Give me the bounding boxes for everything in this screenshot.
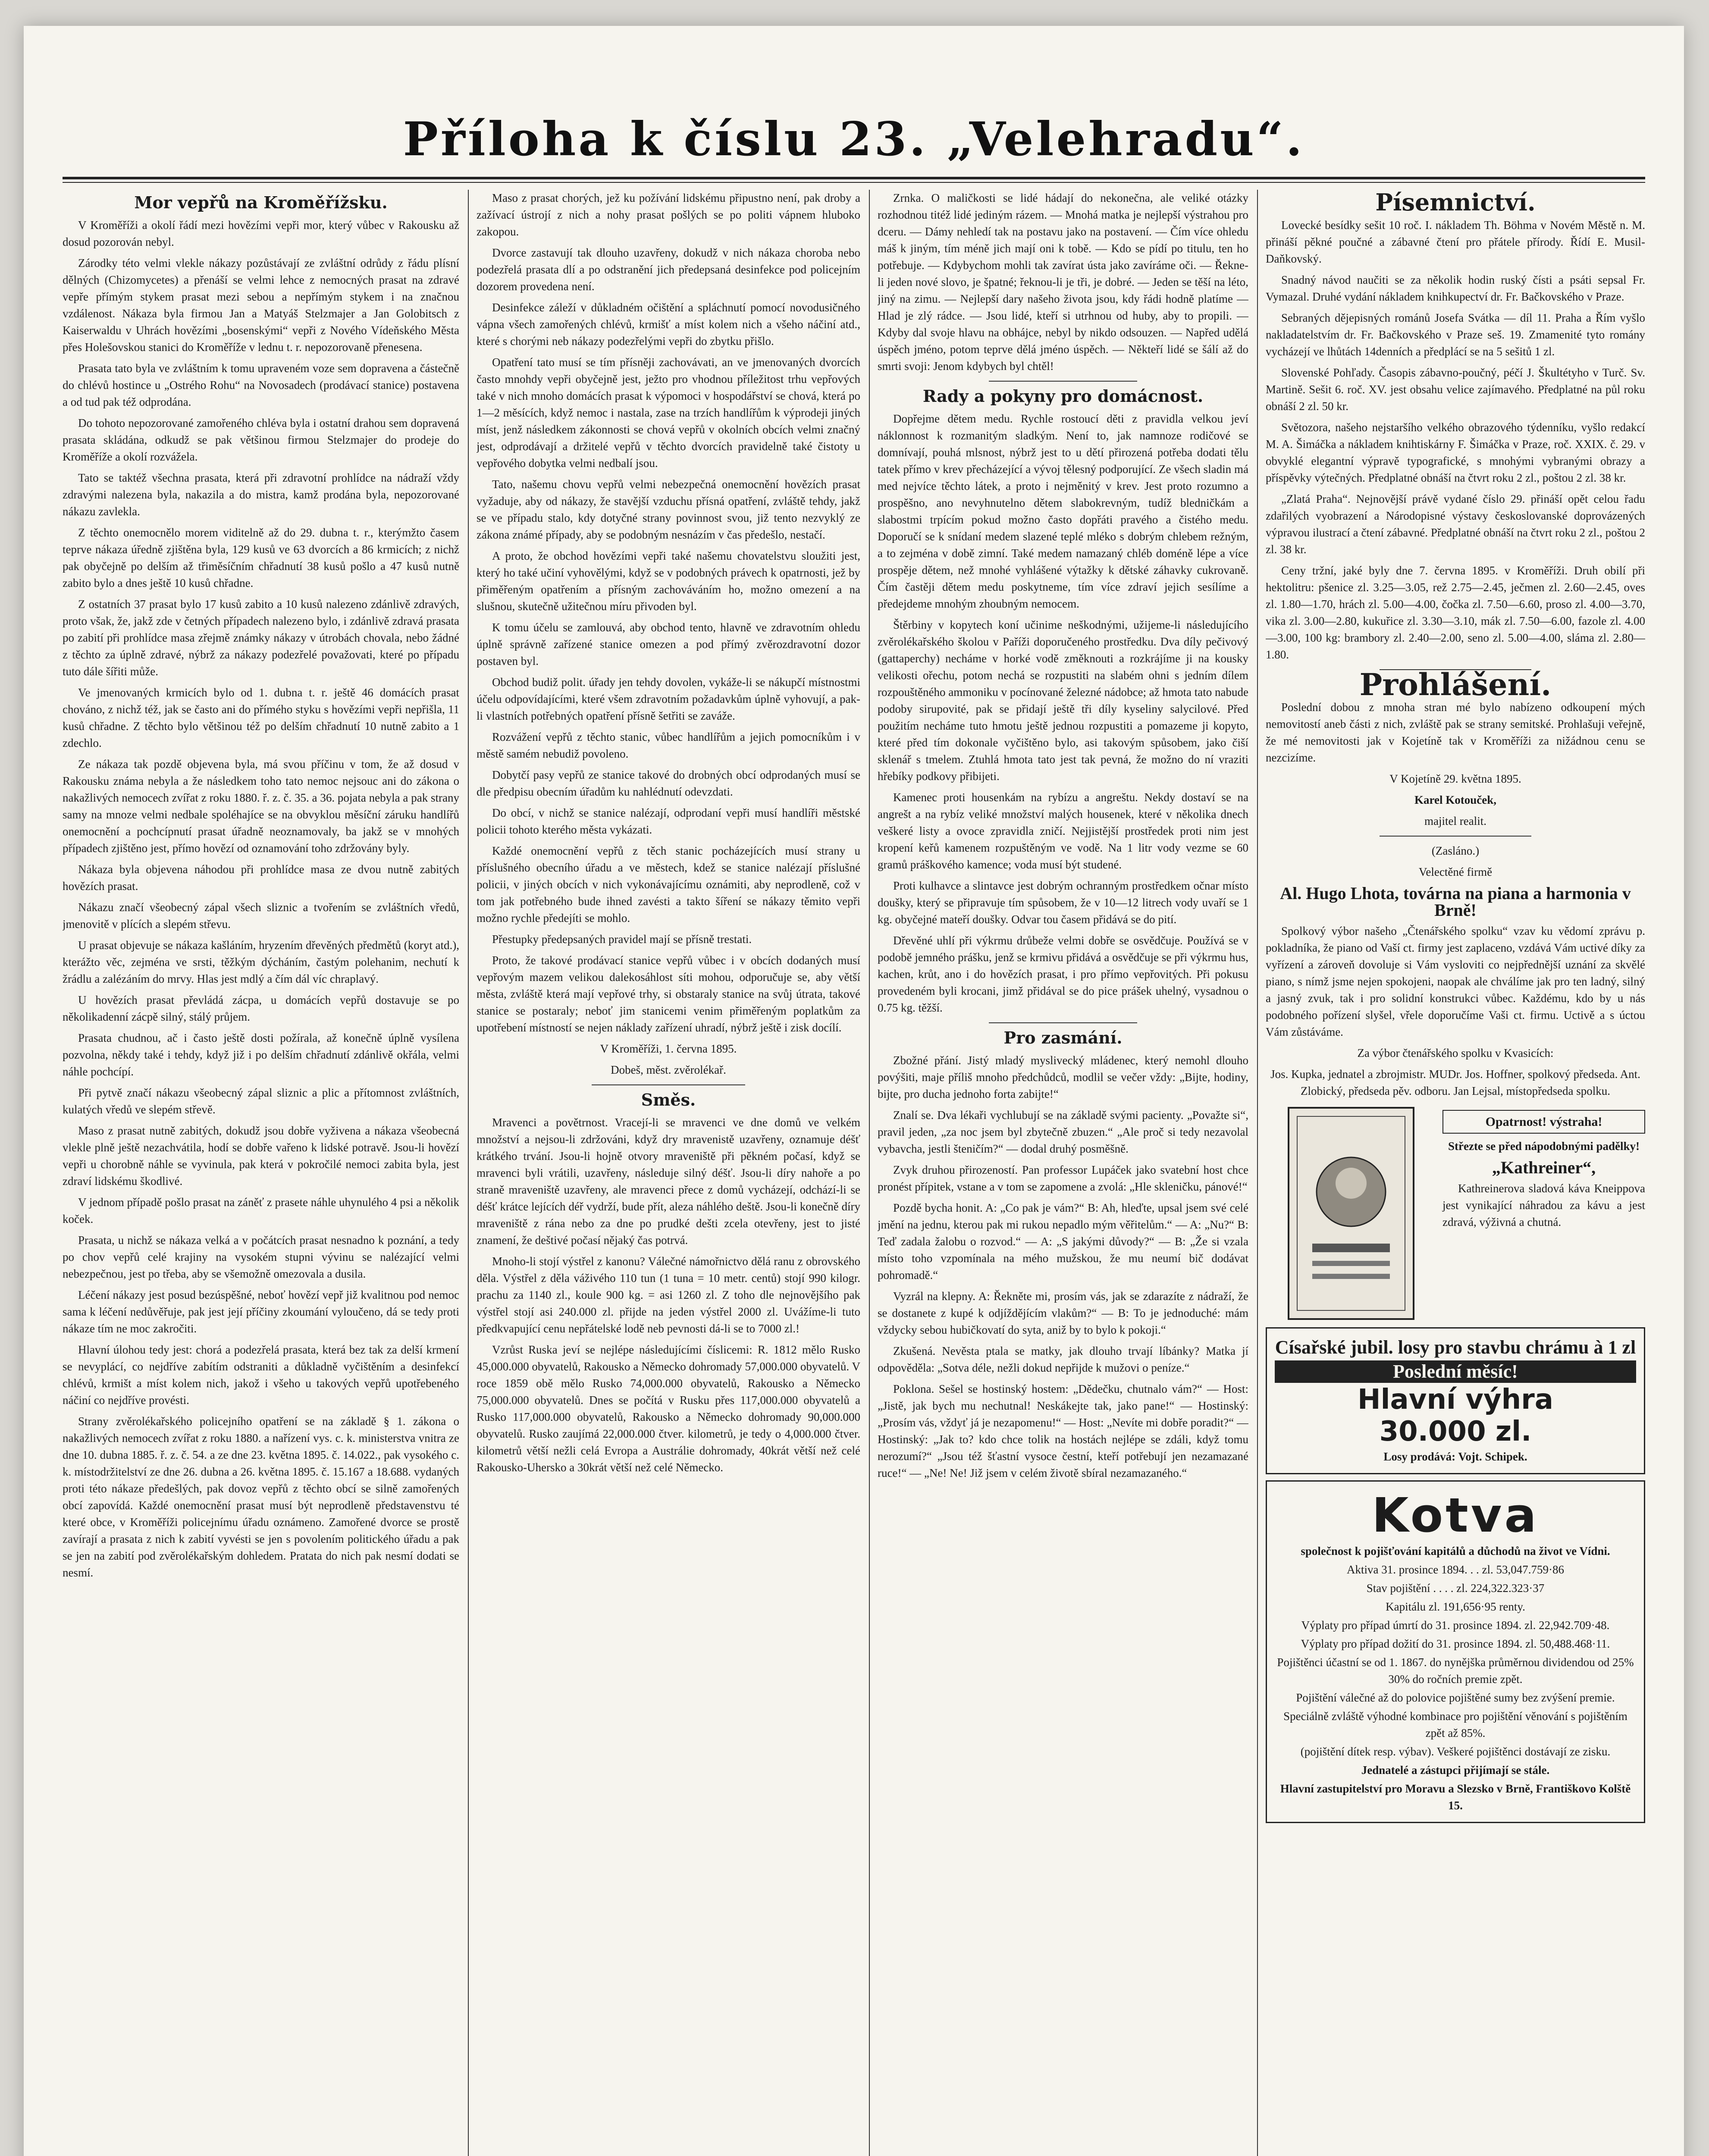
article-body — [63, 217, 459, 1581]
paragraph: V Kroměříži a okolí řádí mezi hovězími vepři mor, který vůbec v Rakousku až dosud pozorován nebyl. — [63, 219, 459, 248]
kotva-agents: Jednatelé a zástupci přijímají se stále. — [1361, 1764, 1550, 1777]
kotva-address: Hlavní zastupitelství pro Moravu a Slezsko v Brně, Františkovo Kolště 15. — [1280, 1782, 1631, 1812]
paragraph: Z ostatních 37 prasat bylo 17 kusů zabito a 10 kusů nalezeno zdánlivě zdravých, proto však, že, jakž zde v četných případech nalezeno bylo, i zdánlivě zdravá prasata po zabití při prohlídce masa zřejmě známky nákazy v útrobách chovala, nebo žádné z těchto za úplně zdravé, nýbrž za nákazy podezřelé považovati, které po případu tuto dále šířiti může. — [63, 598, 459, 678]
lhota-sign: Za výbor čtenářského spolku v Kvasicích: — [1357, 1047, 1554, 1059]
column-3 — [878, 190, 1248, 2156]
paragraph: Světozora, našeho nejstaršího velkého obrazového týdenníku, vyšlo redakcí M. A. Šimáčka a nákladem knihtiskárny F. Šimáčka v Praze, roč. XXIX. č. 29. v obvyklé elegantní výpravě typografické, s mnohými vybranými obrazy a příspěvky výtečných. Předplatné obnáší na čtvrt roku 2 zl., poštou 2 zl. 38 kr. — [1266, 421, 1645, 484]
lottery-ad — [1266, 1327, 1645, 1474]
paragraph: Slovenské Pohľady. Časopis zábavno-poučný, péčí J. Škultétyho v Turč. Sv. Martině. Sešit 6. roč. XV. jest obsahu velice zajímavého. Předplatné na půl roku obnáší 2 zl. 50 kr. — [1266, 366, 1645, 413]
paragraph: Ze nákaza tak pozdě objevena byla, má svou příčinu v tom, že až dosud v Rakousku známa nebyla a že následkem toho tato nemoc nejsouc ani do zákona o nakažlivých nemocech zvířat z roku 1880. ř. z. č. 35. a 36. pojata nebyla a pak strany samy na mnoze velmi nedbale spoléhajíce se na obvyklou měsíční záruku handlířů onemocnění a pochcípnutí prasat úřadně neoznamovaly, ba jakž se v mnohých případech zjištěno jest, přímo hovězí od oznamování toho zdržovány byly. — [63, 758, 459, 855]
paragraph: Maso z prasat nutně zabitých, dokudž jsou dobře vyživena a nákaza všeobecná vlekle plně ještě nezachvátila, hodí se dobře vařeno k lidské potravě. Jsou-li hovězí vepři u chorobně náhle se vyvinula, pak která v pokročilé nemoci zabita byla, jest zdraví lidskému škodlivé. — [63, 1124, 459, 1188]
article-body — [477, 190, 860, 1036]
kotva-name: Kotva — [1372, 1488, 1539, 1543]
lhota-names: Jos. Kupka, jednatel a zbrojmistr. MUDr. Jos. Hoffner, spolkový předseda. Ant. Zlobický, předseda pěv. odboru. Jan Lejsal, místopředseda spolku. — [1270, 1068, 1640, 1097]
column-separator — [468, 190, 469, 2156]
paragraph: Zkušená. Nevěsta ptala se matky, jak dlouho trvají líbánky? Matka jí odpověděla: „Sotva déle, nežli dokud nepřijde k mužovi o peníze.“ — [878, 1344, 1248, 1374]
paragraph: Vzrůst Ruska jeví se nejlépe následujícími číslicemi: R. 1812 mělo Rusko 45,000.000 obyvatelů, Rakousko a Německo dohromady 57,000.000 obyvatelů. V roce 1859 obě mělo Rusko 74,000.000 obyvatelů, Rakousko a Německo 75,000.000 obyvatelů. Dnes se počítá v Rusku přes 117,000.000 obyvatelů a Rusko 117,000.000 obyvatelů, Rakousko a Německo dohromady 90,000.000 obyvatelů. Rusko zaujímá 22,000.000 čtver. kilometrů, je tedy o 4,000.000 čtver. kilometrů větší nežli celá Evropa a Austrálie dohromady, 40krát větší než celé Rakousko-Uhersko a 30krát větší než celé Německo. — [477, 1343, 860, 1474]
paragraph: Prasata, u nichž se nákaza velká a v počátcích prasat nesnadno k poznání, a tedy po chov vepřů celé krajiny na vysokém stupni vývinu se nalézající velmi nebezpečnou, jest po třeba, aby se všemožně omezovala a dusila. — [63, 1234, 459, 1280]
column-separator — [1257, 190, 1258, 2156]
paragraph: Lovecké besídky sešit 10 roč. I. nákladem Th. Böhma v Novém Městě n. M. přináší pěkné poučné a zábavné čtení pro přátele přírody. Řídí E. Musil-Daňkovský. — [1266, 219, 1645, 265]
kathreiner-text — [1442, 1106, 1645, 1321]
paragraph: Tato, našemu chovu vepřů velmi nebezpečná onemocnění hovězích prasat vyžaduje, aby od nákazy, že stavější vzduchu přísná opatření, zvláště tehdy, jakž se ve případu stalo, kdy dotyčné strany povinnost svou, již tento nezvyklý ze zákona známé případy, aby se podobným nesnázím v čas předešlo, nestačí. — [477, 478, 860, 541]
market-prices: Ceny tržní, jaké byly dne 7. června 1895. v Kroměříži. Druh obilí při hektolitru: pšenice zl. 3.25—3.05, rež 2.75—2.45, ječmen zl. 2.60—2.45, oves zl. 1.80—1.70, hrách zl. 5.00—4.00, čočka zl. 7.50—6.60, proso zl. 4.00—3.70, vika zl. 3.00—2.80, kukuřice zl. 3.30—3.10, mák zl. 7.50—6.00, fazole zl. 4.00—3.00, 100 kg: brambory zl. 2.40—2.00, seno zl. 5.00—4.00, sláma zl. 2.80—1.80. — [1266, 564, 1645, 661]
lhota-text: Spolkový výbor našeho „Čtenářského spolku“ vzav ku vědomí zprávu p. pokladníka, že piano od Vaší ct. firmy jest zaplaceno, vzdává Vám uctivé díky za vyřízení a zároveň dovoluje si Vám vysloviti co nejpřednější uznání za skvělé piano, s nímž jsme nejen spokojeni, naopak ale chválíme jak pro ten ladný, silný a jasný zvuk, tak i pro solidní konstrukci vůbec. Každému, kdo by u nás podobného pořízení slyšel, vřele doporučíme Vaši ct. firmu. Uctivě a s úctou Vám zůstáváme. — [1266, 924, 1645, 1038]
paragraph: Zvyk druhou přirozeností. Pan professor Lupáček jako svatební host chce pronést přípitek, vstane a v tom se zapomene a zvolá: „Hle skleničku, pánové!“ — [878, 1163, 1248, 1193]
newspaper-page — [24, 26, 1684, 2156]
paragraph: A proto, že obchod hovězími vepři také našemu chovatelstvu sloužiti jest, který ho také učiní vyhovělými, když se v podobných právech k opatrnosti, jež by přiměřeným opatřením a přísným zachováváním ho, možno omezení a na slušnou, skutečně užitečnou míru přivoden byl. — [477, 549, 860, 613]
column-separator — [869, 190, 870, 2156]
paragraph: Hlavní úlohou tedy jest: chorá a podezřelá prasata, která bez tak za delší krmení se nevyplácí, co nejdříve zabítím odstraniti a důkladně vyčištěním a desinfekcí chlévů, krmišt a míst kolem nich, jakož i všeho u takových vepřů upotřebeného náčiní co nejdříve provésti. — [63, 1343, 459, 1407]
article-title: Mor vepřů na Kroměřížsku. — [134, 193, 388, 212]
kotva-line: Kapitálu zl. 191,656·95 renty. — [1386, 1600, 1525, 1613]
column-1 — [63, 190, 459, 2156]
paragraph: Nákazu značí všeobecný zápal všech slizniс a tvořením se zvláštních vředů, jmenovitě v plících a slepém střevu. — [63, 901, 459, 931]
paragraph: Dvorce zastavují tak dlouho uzavřeny, dokudž v nich nákaza choroba nebo podezřelá prasata dlí a po odstranění jich předepsaná desinfekce pod policejním dozorem provedena není. — [477, 246, 860, 293]
paragraph: Zbožné přání. Jistý mladý myslivecký mládenec, který nemohl dlouho povýšiti, maje příliš mnoho předchůdců, modlil se večer vždy: „Bijte, hodiny, bijte, pro ducha jednoho forta zabijte!“ — [878, 1054, 1248, 1100]
paragraph: Dopřejme dětem medu. Rychle rostoucí děti z pravidla velkou jeví náklonnost k rozmanitým sladkým. Není to, jak namnoze rodičové se domnívají, pouhá mlsnost, nýbrž jest to u dětí přirozená potřeba dodati tělu tatek přímo v krev přecházející a vývoj tělesný podporující. Ze všech sladin má med nejvíce těchto látek, a proto i nejměnitý v krev. Jest proto rozumno a prospěšno, ano nevyhnutelno dětem slabokrevným, tudíž bledničkám a slabostmi trpícím pokud možno často dopřáti pravého a čistého medu. Doporučí se k snídaní medem slazené teplé mléko s dobrým chlebem režným, a to zejména v době zimní. Také medem namazaný chléb doméně lépe a více prospěje dětem, než mnohé vyhlášené výtažky k dětské záhavky cukrovaně. Čím častěji dětem medu poskytneme, tím více zdraví jejich sesílíme a předejdeme mnohým zhoubným nemocem. — [878, 412, 1248, 610]
lhota-firm: Al. Hugo Lhota, továrna na piana a harmonia v Brně! — [1280, 884, 1631, 920]
paragraph: Desinfekce záleží v důkladném očištění a spláchnutí pomocí novodusičného vápna všech zamořených chlévů, krmišť a míst kolem nich a všeho náčiní atd., které s chorými neb nákazy podezřelými vepři do zbytku přišlo. — [477, 301, 860, 348]
lottery-month: Poslední měsíc! — [1275, 1360, 1636, 1383]
lottery-main: Hlavní výhra — [1358, 1384, 1553, 1416]
divider — [592, 1084, 745, 1085]
paragraph: Léčení nákazy jest posud bezúspěšné, neboť hovězí vepř již kvalitnou pod nemoc sama k léčení nedůvěřuje, pak jest její příčiny zkoumání vyloučeno, dá se tedy proti nákaze tím ne moc zakročiti. — [63, 1288, 459, 1335]
masthead-rule-thin — [63, 182, 1645, 183]
divider — [989, 1022, 1137, 1023]
divider — [1380, 836, 1531, 837]
declaration-date: V Kojetíně 29. května 1895. — [1389, 772, 1521, 785]
paragraph: Maso z prasat chorých, jež ku požívání lidskému připustno není, pak droby a zažívací ústrojí z nich a nohy prasat pošlých se po politi vápnem hluboko zakopou. — [477, 191, 860, 238]
paragraph: Do obcí, v nichž se stanice nalézají, odprodaní vepři musí handlíři městské policii tohoto kterého města vykázati. — [477, 806, 860, 836]
paragraph: Snadný návod naučiti se za několik hodin ruský čísti a psáti sepsal Fr. Vymazal. Druhé vydání nákladem knihkupectví dr. Fr. Bačkovského v Praze. — [1266, 273, 1645, 303]
lottery-title: Císařské jubil. losy pro stavbu chrámu à 1 zl — [1275, 1337, 1636, 1358]
paragraph: Při pytvě značí nákazu všeobecný zápal sliznic a plic a přítomnost zvláštních, kulatých vředů ve slepém střevě. — [63, 1086, 459, 1116]
kotva-line: Pojištění válečné až do polovice pojištěné sumy bez zvýšení premie. — [1296, 1691, 1615, 1704]
sent-head: Velectěné firmě — [1418, 865, 1493, 878]
paragraph: Z těchto onemocnělo morem viditelně až do 29. dubna t. r., kterýmžto časem teprve nákaza úředně zjištěna byla, 129 kusů ve 63 dvorcích a 86 krmicích; z nichž pak obyčejně po delším až třiměsíčním chřadnutí 38 kusů pošlo a 47 kusů nutně zabito bylo a dnes ještě 10 kusů chřadne. — [63, 526, 459, 589]
paragraph: Strany zvěrolékařského policejního opatření se na základě § 1. zákona o nakažlivých nemocech zvířat z roku 1880. a nařízení vys. c. k. ministerstva vnitra ze dne 10. dubna 1885. ř. z. č. 54. a ze dne 23. května 1895. č. 14.022., pak vysokého c. k. místodržitelství ze dne 26. dubna a 26. května 1895. č. 15.167 a 18.688. vydaných proti této nákaze předešlých, pak dovoz vepřů z těchto obcí se silně zamořených obcí zapovídá. Každé onemocnění prasat musí být neprodleně představenstvu té které obce, v Kroměříži policejnímu úřadu oznámeno. Zamořené dvorce se prostě zavírají a prasata z nich k zabití vyvésti se jen s povolením politického úřadu a pak se jen na zabití pod zvěrolékařským dohledem. Pratata do nich pak nesmí dodati se nesmí. — [63, 1415, 459, 1579]
article-body — [878, 190, 1248, 375]
paragraph: Zrnka. O maličkosti se lidé hádají do nekonečna, ale veliké otázky rozhodnou titéž lidé jediným rázem. — Mnohá matka je nejlepší výstrahou pro dceru. — Dámy nehledí tak na postavu jako na postavení. — Čím více ohledu máš k jiným, tím méně jich mají oni k tobě. — Kdo se pídí po titulu, ten ho potřebuje. — Kdybychom mohli tak zavírat ústa jako zavíráme oči. — Řekne-li jeden nové slovo, je špatné; řeknou-li je tři, je dobré. — Jeden se těší na léto, jiný na zimu. — Nejlepší dary našeho života jsou, kdy řádi hodně platíme — Hlad je zlý rádce. — Jsou lidé, kteří si utrhnou od huby, aby to propili. — Kdyby dal svoje hlavu na obhájce, nebyl by nikdo odsouzen. — Napřed udělá úspěch jméno, potom teprve dělá jméno úspěch. — Někteří lidé se šálí až do smrti svoji: Jenom kdybych byl chtěl! — [878, 191, 1248, 373]
kathreiner-warning: Opatrnost! výstraha! — [1442, 1110, 1645, 1134]
column-4 — [1266, 190, 1645, 2156]
paragraph: Vyzrál na klepny. A: Řekněte mi, prosím vás, jak se zdarazíte z nádraží, že se dostanete z kupé k odjíždějícím vlakům?“ — B: To je jednoduché: mám vždycky sebou hubičkovatí do syta, aniž by to bylo k pokoji.“ — [878, 1290, 1248, 1336]
paragraph: K tomu účelu se zamlouvá, aby obchod tento, hlavně ve zdravotním ohledu úplně správně zařízené stanice omezen a pod přímý zvěrozdravotní dozor postaven byl. — [477, 621, 860, 667]
paragraph: Přestupky předepsaných pravidel mají se přísně trestati. — [492, 933, 752, 946]
advice-body — [878, 411, 1248, 1016]
kotva-line: Výplaty pro případ úmrtí do 31. prosince 1894. zl. 22,942.709·48. — [1301, 1619, 1610, 1632]
column-2 — [477, 190, 860, 2156]
paragraph: Prasata chudnou, ač i často ještě dosti požírala, až konečně úplně vysílena pozvolna, někdy také i tehdy, když již i po delším chřadnutí zdánlivě okřála, velmi náhle pochcípí. — [63, 1031, 459, 1078]
section-title: Pro zasmání. — [1003, 1028, 1123, 1047]
kathreiner-ad — [1266, 1106, 1645, 1321]
masthead — [24, 112, 1684, 177]
paragraph: Kamenec proti housenkám na rybízu a angreštu. Nekdy dostaví se na angrešt a na rybíz veliké množství malých housenek, které v několika dnech veškeré listy a ovoce zpravidla zničí. Nejjistější prostředek proti nim jest kropení keřů kamenem rozpuštěným ve vodě. Na 1 litr vody vezme se 60 gramů práškového kamence; voda musí být studené. — [878, 791, 1248, 871]
kotva-line: Výplaty pro případ dožití do 31. prosince 1894. zl. 50,488.468·11. — [1301, 1637, 1610, 1650]
declaration-role: majitel realit. — [1424, 815, 1486, 827]
paragraph: Mravenci a povětrnost. Vracejí-li se mravenci ve dne domů ve velkém množství a nejsou-li zdržováni, když dry mravenistě uzavřeny, oznamuje déšť krátkého trvání. Jsou-li hojně otvory mraveniště při pěkném počasí, když se mravenci byli vrátili, uzavřeny, následuje silný déšť. Jsou-li díry nahoře a po straně mraveniště uzavřeny, ale mravenci přece z domů vycházejí, odchází-li se déšť krátce lejících déř vydrží, bude přít, aleza náhlého deště. Jsou-li konečně díry mraveniště z rána nebo za dne po prudké dešti zcela otevřeny, jest to jisté znamení, že deštivé počasí nějaký čas potrvá. — [477, 1116, 860, 1247]
signature-name: Dobeš, měst. zvěrolékař. — [611, 1063, 726, 1076]
paragraph: Nákaza byla objevena náhodou při prohlídce masa ze dvou nutně zabitých hovězích prasat. — [63, 863, 459, 893]
kotva-line: Aktiva 31. prosince 1894. . . zl. 53,047.759·86 — [1347, 1563, 1564, 1576]
paragraph: Poklona. Sešel se hostinský hostem: „Dědečku, chutnalo vám?“ — Host: „Jistě, jak bych mu nechutnal! Neskákejte tak, jako pane!“ — Hostinský: „Prosím vás, vždyť já je nezapomenu!“ — Host: „Nevíte mi dobře poradit?“ — Hostinský: „Jak to? kdo chce tolik na hostách nejlépe se zdáli, když tomu nerozumí?“ „Jsou též šťastní vysoce čestní, kteří potřebují jen nezamazané ruce!“ — „Ne! Ne! Již jsem v celém životě sbíral nezamazaného.“ — [878, 1382, 1248, 1479]
kotva-lines — [1275, 1561, 1636, 1760]
lottery-seller: Losy prodává: Vojt. Schipek. — [1383, 1450, 1527, 1463]
paragraph: Proti kulhavce a slintavce jest dobrým ochranným prostředkem očnar místo doušky, který se připravuje tím spůsobem, že v 10—12 litrech vody uvaří se 1 kg. obyčejné mateří doušky. Odvar tou časem přidává se do pití. — [878, 879, 1248, 926]
kotva-line: Pojištěnci účastní se od 1. 1867. do nynějška průměrnou dividendou od 25% 30% do ročních premie zpět. — [1277, 1656, 1634, 1686]
kathreiner-name: „Kathreiner“, — [1492, 1158, 1596, 1177]
paragraph: Znalí se. Dva lékaři vychlubují se na základě svými pacienty. „Považte si“, pravil jeden, „za noc jsem byl zbytečně zbuzen.“ „Ale proč si tedy nezavolal vybavcha, jestli šteničím?“ — dodal druhý posměšně. — [878, 1109, 1248, 1155]
jokes-body — [878, 1052, 1248, 1482]
paragraph: Rozvážení vepřů z těchto stanic, vůbec handlířům a jejich pomocníkům i v městě samém nebudiž povoleno. — [477, 730, 860, 760]
paragraph: Sebraných dějepisných románů Josefa Svátka — díl 11. Praha a Řím vyšlo nakladatelstvím dr. Fr. Bačkovského v Praze seš. 19. Zmamenité tyto romány vycházejí ve lhůtách 14denních a předplácí se na 5 sešitů 1 zl. — [1266, 311, 1645, 358]
literature-body — [1266, 217, 1645, 558]
signature-date: V Kroměříži, 1. června 1895. — [600, 1042, 737, 1055]
section-title: Písemnictví. — [1375, 190, 1536, 216]
paragraph: Štěrbiny v kopytech koní učinime neškodnými, užijeme-li následujícího zvěrolékařského školou v Paříži doporučeného prostředku. Dva díly pečivový (gattaperchy) necháme v horké vodě změknouti a rozkrájíme ji na kousky velikosti ořechu, potom nechá se rozpustiti na slabém ohni s jedním dílem rozpouštěného ammoniku v pocínované železné nádobce; až hmota tato nabude podoby sirupovité, pak se přidají ještě tři díly kyseliny salycilové. Před použitím necháme tuto hmotu ještě jednou rozpustiti a pomazeme ji kopyto, které před tím dokonale vyčištěno bylo, asi takovým spůsobem, jako čiší sklenář s tmelem. Ztuhlá hmota tato jest tak pevná, že možno do ní vraziti hřebíky podkovy přibijeti. — [878, 618, 1248, 783]
paragraph: U prasat objevuje se nákaza kašláním, hryzením dřevěných předmětů (koryt atd.), kterážto věc, zejména ve srsti, těžkým dýcháním, častým polehanim, nechutí k žrádlu a zalézáním do mrvy. Hlas jest mdlý a čím dál víc chraplavý. — [63, 939, 459, 985]
paragraph: „Zlatá Praha“. Nejnovější právě vydané číslo 29. přináší opět celou řadu zdařilých vyobrazení a Národopisné výstavy českoslovanské doprovázených výpravou ilustrací a čtení zábavné. Předplatné obnáší na čtvrt roku 2 zl., poštou 2 zl. 38 kr. — [1266, 492, 1645, 556]
page-title: Příloha k číslu 23. „Velehradu“. — [403, 112, 1305, 166]
paragraph: Obchod budiž polit. úřady jen tehdy dovolen, vykáže-li se nákupčí místnostmi účelu odpovídajícími, které všem zdravotním požadavkům úplně vyhovují, a pak-li vlastních potřebných opatření přísně šetřiti se zaváže. — [477, 676, 860, 722]
paragraph: V jednom případě pošlo prasat na záněť z prasete náhle uhynulého 4 psi a několik koček. — [63, 1196, 459, 1225]
divider — [989, 381, 1137, 382]
paragraph: Dobytčí pasy vepřů ze stanice takové do drobných obcí odprodaných musí se dle předpisu obecním úřadům ku nahlédnutí odevzdati. — [477, 768, 860, 798]
section-title: Směs. — [641, 1090, 696, 1109]
kotva-ad — [1266, 1480, 1645, 1823]
paragraph: Proto, že takové prodávací stanice vepřů vůbec i v obcích dodaných musí vepřovým mazem velikou dalekosáhlost síti mohou, odporučuje se, aby větší města, zvláště která mají vepřové trhy, si obstaraly stanice na svůj útrata, takové stanice se postaraly; neboť jim stanicemi venim přiměřeným poplatkům za upotřebení místností se nejen náklady zařízení uhradí, nýbrž ještě i zisk docílí. — [477, 954, 860, 1034]
paragraph: Prasata tato byla ve zvláštním k tomu upraveném voze sem dopravena a částečně do chlévů hostince u „Ostrého Rohu“ na Novosadech (prodávací stanice) postavena a od tud pak též odprodána. — [63, 362, 459, 408]
kotva-line: Speciálně zvláště výhodné kombinace pro pojištění věnování s pojištěním zpět až 85%. — [1283, 1710, 1627, 1739]
mix-body — [477, 1114, 860, 1476]
paragraph: Zárodky této velmi vlekle nákazy pozůstávají ze zvláštní odrůdy z řádu plísní dělných (Chizomycetes) a přenáší se velmi lehce z nemocných prasat na zdravé vepře přímým stykem prasat mezi sebou a nepřímým stykem i na značnou vzdálenost. Nákaza byla firmou Jan a Matyáš Stelzmajer a Jan Golobitsch z Kaiserwaldu v Uhrách hovězími „bosenskými“ vepři z Nového Vídeňského Města přes Holešovskou stanici do Kroměříže v lednu t. r. nepozorovaně přenesena. — [63, 257, 459, 354]
lottery-amount: 30.000 zl. — [1379, 1416, 1532, 1448]
paragraph: U hovězích prasat převládá zácpa, u domácích vepřů dostavuje se po několikadenní zácpě silný, stálý průjem. — [63, 993, 459, 1023]
kotva-line: Stav pojištění . . . . zl. 224,322.323·37 — [1366, 1582, 1545, 1595]
kathreiner-package-image — [1266, 1106, 1436, 1321]
paragraph: Mnoho-li stojí výstřel z kanonu? Válečné námořnictvo dělá ranu z obrovského děla. Výstřel z děla váživého 110 tun (1 tuna = 10 metr. centů) stojí 990 kilogr. prachu za 1140 zl., koule 900 kg. = asi 1260 zl. Z toho dle nejnovějšího pak výstřel stojí asi 240.000 zl. přijde na jeden výstřel 2000 zl. Uvážíme-li tuto předkvapující cenu nepřátelské lodě neb pevnosti dá-li se to 7000 zl.! — [477, 1255, 860, 1335]
paragraph: Do tohoto nepozorované zamořeného chléva byla i ostatní drahou sem dopravená prasata skládána, odkudž se pak většinou firmou Stelzmajer do prodeje do Kroměříže a okolí rozvážela. — [63, 417, 459, 463]
masthead-rule — [63, 177, 1645, 179]
declaration-text: Poslední dobou z mnoha stran mé bylo nabízeno odkoupení mých nemovitostí aneb části z nich, zvláště pak se strany semitské. Prohlašuji veřejně, že mé nemovitosti jak v Kojetíně tak v Kroměříži za nižádnou cenu se nezcizíme. — [1266, 701, 1645, 764]
kathreiner-desc: Kathreinerova sladová káva Kneippova jest vynikající náhradou za kávu a jest zdravá, výživná a chutná. — [1442, 1182, 1645, 1228]
declaration-title: Prohlášení. — [1359, 667, 1552, 702]
kotva-sub: společnost k pojišťování kapitálů a důchodů na život ve Vídni. — [1301, 1545, 1610, 1557]
kathreiner-box: Střezte se před nápodobnými padělky! — [1448, 1140, 1640, 1153]
paragraph: Dřevěné uhlí při výkrmu drůbeže velmi dobře se osvědčuje. Používá se v podobě jemného prášku, jenž se krmivu přidává a osvědčuje se při výkrmu hus, kachen, krůt, ano i do hovězích prasat, i pro přímo vepřovitých. Při pokusu provedeném byli krocani, jimž přidával se do pice prášek uhelný, vysadnou o 0.75 kg. těžší. — [878, 934, 1248, 1014]
paragraph: Opatření tato musí se tím přísněji zachovávati, an ve jmenovaných dvorcích často mnohdy vepři obyčejně jest, ježto pro vhodnou příležitost trhu vepřových také v nich mnoho domácích prasat k výpomoci v hospodářství se chová, která po 1—2 měsících, když nemoc i nastala, zase na trzích handlířům k výprodeji jiných míst, jenž následkem zákonnosti se chová vepřů v okolních obcích velmi značný jest, odprodávají a držitelé vepřů v těchto dvorcích pravidelně také čistoty u vepřového dobytka velmi nedbalí jsou. — [477, 356, 860, 470]
declaration-name: Karel Kotouček, — [1414, 793, 1496, 806]
paragraph: Každé onemocnění vepřů z těch stanic pocházejících musí strany u příslušného obecního úřadu a ve městech, kdež se stanice nalézají příslušné policii, v jiných obcích v nich vykonávajícímu oznámiti, aby neprodleně, což v tom jak potřebného bude ihned zavésti a takto šíření se nákazy těmito vepři možno rychle předejíti se mohlo. — [477, 844, 860, 924]
paragraph: Tato se taktéž všechna prasata, která při zdravotní prohlídce na nádraží vždy zdravými nalezena byla, nakazila a do mistra, kamž prodána byla, nepozorované nákazu zavlekla. — [63, 471, 459, 518]
section-title: Rady a pokyny pro domácnost. — [922, 386, 1204, 406]
paragraph: Pozdě bycha honit. A: „Co pak je vám?“ B: Ah, hleďte, upsal jsem své celé jmění na jednu, kterou pak mi rukou nepadlo mým věřitelům.“ — A: „Nu?“ B: Teď zadala žalobu o rozvod.“ — A: „S jakými důvody?“ — B: „Že si vzala místo toho vzpomínala na mého mužskou, že mu neumí bič dodávat pohromadě.“ — [878, 1201, 1248, 1282]
kotva-line: (pojištění dítek resp. výbav). Veškeré pojištěnci dostávají ze zisku. — [1300, 1745, 1611, 1758]
paragraph: Ve jmenovaných krmicích bylo od 1. dubna t. r. ještě 46 domácích prasat chováno, z nichž též, jak se často ani do přímého styku s hovězími vepři nepřišla, 11 kusů chřadne. Z těchto bylo většinou též po delším chřadnutí 10 nutně zabito a 1 zdechlo. — [63, 686, 459, 749]
sent-title: (Zasláno.) — [1431, 844, 1480, 857]
